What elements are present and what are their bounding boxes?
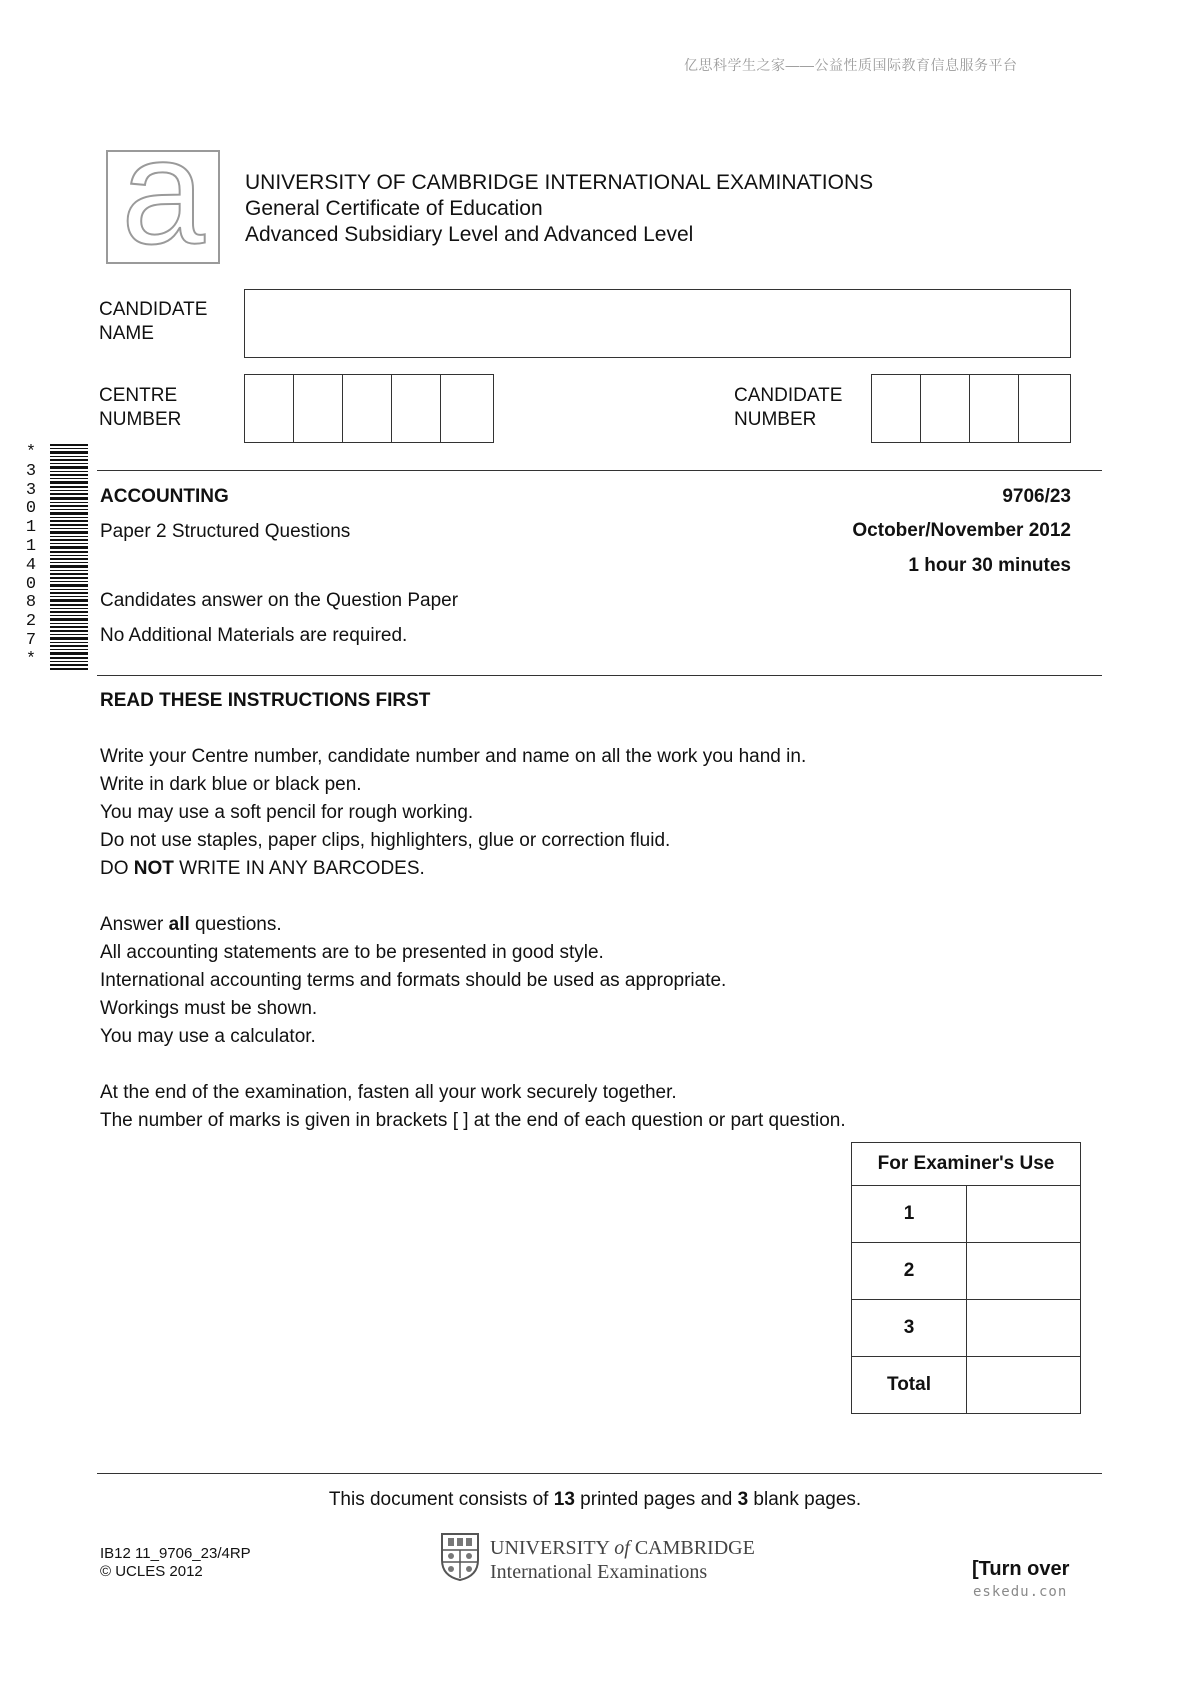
centre-digit-box[interactable] [245, 375, 294, 442]
instruction-line-barcodes: DO NOT WRITE IN ANY BARCODES. [100, 858, 425, 879]
instruction-line: You may use a soft pencil for rough working. [100, 802, 474, 823]
instruction-line: The number of marks is given in brackets [ ] at the end of each question or part question. [100, 1110, 846, 1131]
instruction-line: Write in dark blue or black pen. [100, 774, 362, 795]
question-number: 2 [852, 1243, 967, 1300]
question-number: 1 [852, 1186, 967, 1243]
paper-code: 9706/23 [1002, 486, 1071, 507]
instructions-heading: READ THESE INSTRUCTIONS FIRST [100, 690, 431, 711]
centre-digit-box[interactable] [441, 375, 489, 442]
centre-digit-box[interactable] [294, 375, 343, 442]
total-mark-cell[interactable] [967, 1357, 1081, 1414]
subject-title: ACCOUNTING [100, 486, 229, 507]
candidate-digit-box[interactable] [921, 375, 970, 442]
barcode-digits: * 3 3 0 1 1 4 0 8 2 7 * [25, 443, 37, 669]
page-count-line: This document consists of 13 printed pages and 3 blank pages. [328, 1489, 862, 1510]
instruction-line: At the end of the examination, fasten all your work securely together. [100, 1082, 677, 1103]
wordmark-line-2: International Examinations [490, 1561, 708, 1583]
candidate-digit-box[interactable] [970, 375, 1019, 442]
university-crest-icon [440, 1532, 480, 1582]
document-code: IB12 11_9706_23/4RP [100, 1545, 251, 1562]
centre-number-field[interactable] [244, 374, 494, 443]
header-line-1: UNIVERSITY OF CAMBRIDGE INTERNATIONAL EXAMINATIONS [245, 171, 874, 194]
mark-cell[interactable] [967, 1243, 1081, 1300]
mark-cell[interactable] [967, 1300, 1081, 1357]
wordmark-line-1: UNIVERSITY of CAMBRIDGE [490, 1537, 755, 1559]
divider [97, 470, 1102, 471]
centre-digit-box[interactable] [392, 375, 441, 442]
candidate-number-label: CANDIDATE NUMBER [734, 385, 843, 430]
footer-codes [100, 1545, 251, 1581]
turn-over-label: [Turn over [972, 1558, 1070, 1580]
instruction-line: All accounting statements are to be presented in good style. [100, 942, 604, 963]
divider [97, 1473, 1102, 1474]
instruction-line: International accounting terms and formats should be used as appropriate. [100, 970, 727, 991]
candidate-name-field[interactable] [244, 289, 1071, 358]
answer-on-note: Candidates answer on the Question Paper [100, 590, 459, 611]
instruction-line: Write your Centre number, candidate number and name on all the work you hand in. [100, 746, 807, 767]
candidate-number-field[interactable] [871, 374, 1071, 443]
candidate-digit-box[interactable] [1019, 375, 1067, 442]
exam-duration: 1 hour 30 minutes [908, 555, 1071, 576]
candidate-digit-box[interactable] [872, 375, 921, 442]
materials-note: No Additional Materials are required. [100, 625, 408, 646]
header-line-2: General Certificate of Education [245, 197, 543, 220]
centre-number-label: CENTRE NUMBER [99, 385, 182, 430]
exam-session: October/November 2012 [852, 520, 1071, 541]
watermark-text: 亿思科学生之家——公益性质国际教育信息服务平台 [684, 57, 1018, 73]
examiner-use-table [851, 1142, 1081, 1414]
logo-letter: a [121, 150, 205, 264]
examiner-table-heading: For Examiner's Use [852, 1143, 1081, 1186]
instruction-line: Workings must be shown. [100, 998, 318, 1019]
divider [97, 675, 1102, 676]
centre-digit-box[interactable] [343, 375, 392, 442]
mark-cell[interactable] [967, 1186, 1081, 1243]
question-number: 3 [852, 1300, 967, 1357]
candidate-name-label: CANDIDATE NAME [99, 299, 208, 344]
barcode [50, 444, 88, 670]
watermark-site: eskedu.con [973, 1584, 1068, 1600]
instruction-line-answer-all: Answer all questions. [100, 914, 282, 935]
instruction-line: Do not use staples, paper clips, highlighters, glue or correction fluid. [100, 830, 671, 851]
exam-board-header [245, 170, 873, 248]
header-line-3: Advanced Subsidiary Level and Advanced Level [245, 223, 694, 246]
instruction-line: You may use a calculator. [100, 1026, 316, 1047]
cie-a-logo [106, 150, 220, 264]
paper-title: Paper 2 Structured Questions [100, 521, 351, 542]
cambridge-wordmark [490, 1536, 755, 1584]
total-label: Total [852, 1357, 967, 1414]
instructions [100, 743, 846, 1135]
copyright: © UCLES 2012 [100, 1563, 203, 1580]
